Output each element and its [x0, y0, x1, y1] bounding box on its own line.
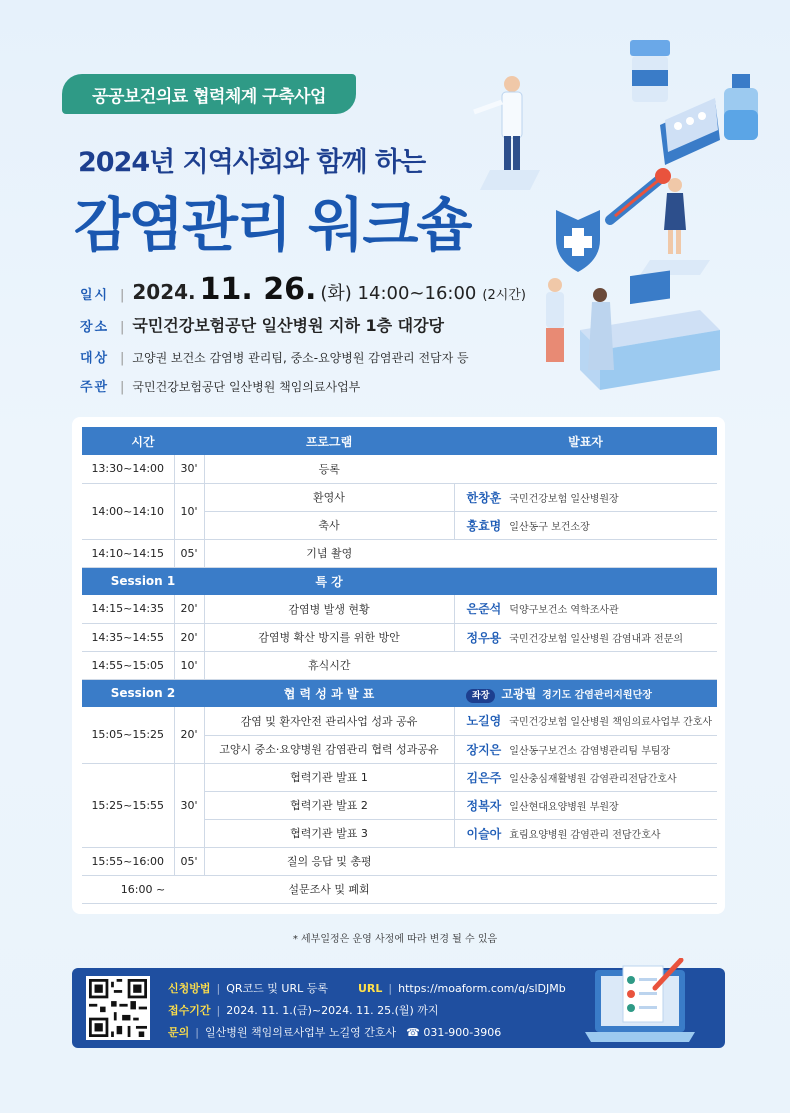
table-row: 14:10~14:15 05' 기념 촬영	[82, 539, 717, 567]
project-badge: 공공보건의료 협력체계 구축사업	[62, 74, 356, 114]
laptop-checklist-icon	[585, 958, 695, 1048]
pill-bottle-icon	[630, 40, 670, 102]
medical-shield-icon	[556, 210, 600, 272]
header-program: 프로그램	[204, 427, 454, 455]
pill-pack-icon	[660, 98, 720, 165]
registration-footer	[72, 968, 725, 1048]
doctor-figure-icon	[474, 76, 540, 190]
place-value: 국민건강보험공단 일산병원 지하 1층 대강당	[132, 316, 445, 335]
table-row: 16:00 ~ 설문조사 및 폐회	[82, 875, 717, 903]
page-title: 감염관리 워크숍	[74, 191, 471, 259]
table-row: 15:55~16:00 05' 질의 응답 및 총평	[82, 847, 717, 875]
table-row: 14:15~14:35 20' 감염병 발생 현황 은준석 덕양구보건소 역학조사관	[82, 595, 717, 623]
info-host: 주관 | 국민건강보험공단 일산병원 책임의료사업부	[80, 376, 360, 395]
table-row: 14:55~15:05 10' 휴식시간	[82, 651, 717, 679]
date-duration: (2시간)	[482, 288, 526, 303]
session-1-row: Session 1 특 강	[82, 567, 717, 595]
period-row: 접수기간 | 2024. 11. 1.(금)~2024. 11. 25.(월) 까지	[168, 1004, 439, 1017]
date-time: (화) 14:00~16:00	[320, 283, 477, 304]
place-label: 장소	[80, 320, 110, 335]
table-row: 15:05~15:25 20' 감염 및 환자안전 관리사업 성과 공유 노길영 국민건강보험 일산병원 책임의료사업부 간호사	[82, 707, 717, 735]
date-year: 2024.	[132, 280, 196, 304]
phone-number: ☎ 031-900-3906	[406, 1026, 502, 1039]
table-row: 14:00~14:10 10' 환영사 한창훈 국민건강보험 일산병원장	[82, 483, 717, 511]
medical-illustration	[460, 30, 780, 410]
host-value: 국민건강보험공단 일산병원 책임의료사업부	[132, 380, 361, 394]
contact-row: 문의 | 일산병원 책임의료사업부 노길영 간호사 ☎ 031-900-3906	[168, 1026, 502, 1039]
target-label: 대상	[80, 351, 110, 366]
qr-code-icon[interactable]	[86, 976, 150, 1040]
table-row: 고양시 중소·요양병원 감염관리 협력 성과공유 장지은 일산동구보건소 감염병관리팀 부팀장	[82, 735, 717, 763]
table-row: 14:35~14:55 20' 감염병 확산 방지를 위한 방안 정우용 국민건강보험 일산병원 감염내과 전문의	[82, 623, 717, 651]
schedule-note: * 세부일정은 운영 사정에 따라 변경 될 수 있음	[292, 934, 498, 945]
date-day: 11. 26.	[199, 272, 317, 307]
header-presenter: 발표자	[454, 427, 717, 455]
thermometer-icon	[610, 168, 671, 220]
subtitle: 2024년 지역사회와 함께 하는	[78, 147, 426, 178]
table-row: 협력기관 발표 3 이슬아 효림요양병원 감염관리 전담간호사	[82, 819, 717, 847]
info-date: 일시 | 2024. 11. 26. (화) 14:00~16:00 (2시간)	[80, 272, 526, 307]
schedule-table	[72, 417, 725, 914]
date-label: 일시	[80, 288, 110, 303]
table-row: 협력기관 발표 2 정복자 일산현대요양병원 부원장	[82, 791, 717, 819]
session-2-row: Session 2 협 력 성 과 발 표 좌장 고광필 경기도 감염관리지원단장	[82, 679, 717, 707]
table-row: 15:25~15:55 30' 협력기관 발표 1 김은주 일산충심재활병원 감염관리전담간호사	[82, 763, 717, 791]
target-value: 고양권 보건소 감염병 관리팀, 중소-요양병원 감염관리 전담자 등	[132, 351, 469, 365]
info-place: 장소 | 국민건강보험공단 일산병원 지하 1층 대강당	[80, 313, 444, 336]
header-time: 시간	[82, 427, 204, 455]
info-target: 대상 | 고양권 보건소 감염병 관리팀, 중소-요양병원 감염관리 전담자 등	[80, 347, 469, 366]
host-label: 주관	[80, 380, 110, 395]
chair-tag: 좌장	[466, 689, 495, 703]
table-row: 축사 홍효명 일산동구 보건소장	[82, 511, 717, 539]
apply-row: 신청방법 | QR코드 및 URL 등록 URL | https://moaform.com/q/slDJMb	[168, 982, 566, 995]
table-row: 13:30~14:00 30' 등록	[82, 455, 717, 483]
medicine-bottle-icon	[724, 74, 758, 140]
registration-url-link[interactable]: https://moaform.com/q/slDJMb	[398, 982, 566, 995]
